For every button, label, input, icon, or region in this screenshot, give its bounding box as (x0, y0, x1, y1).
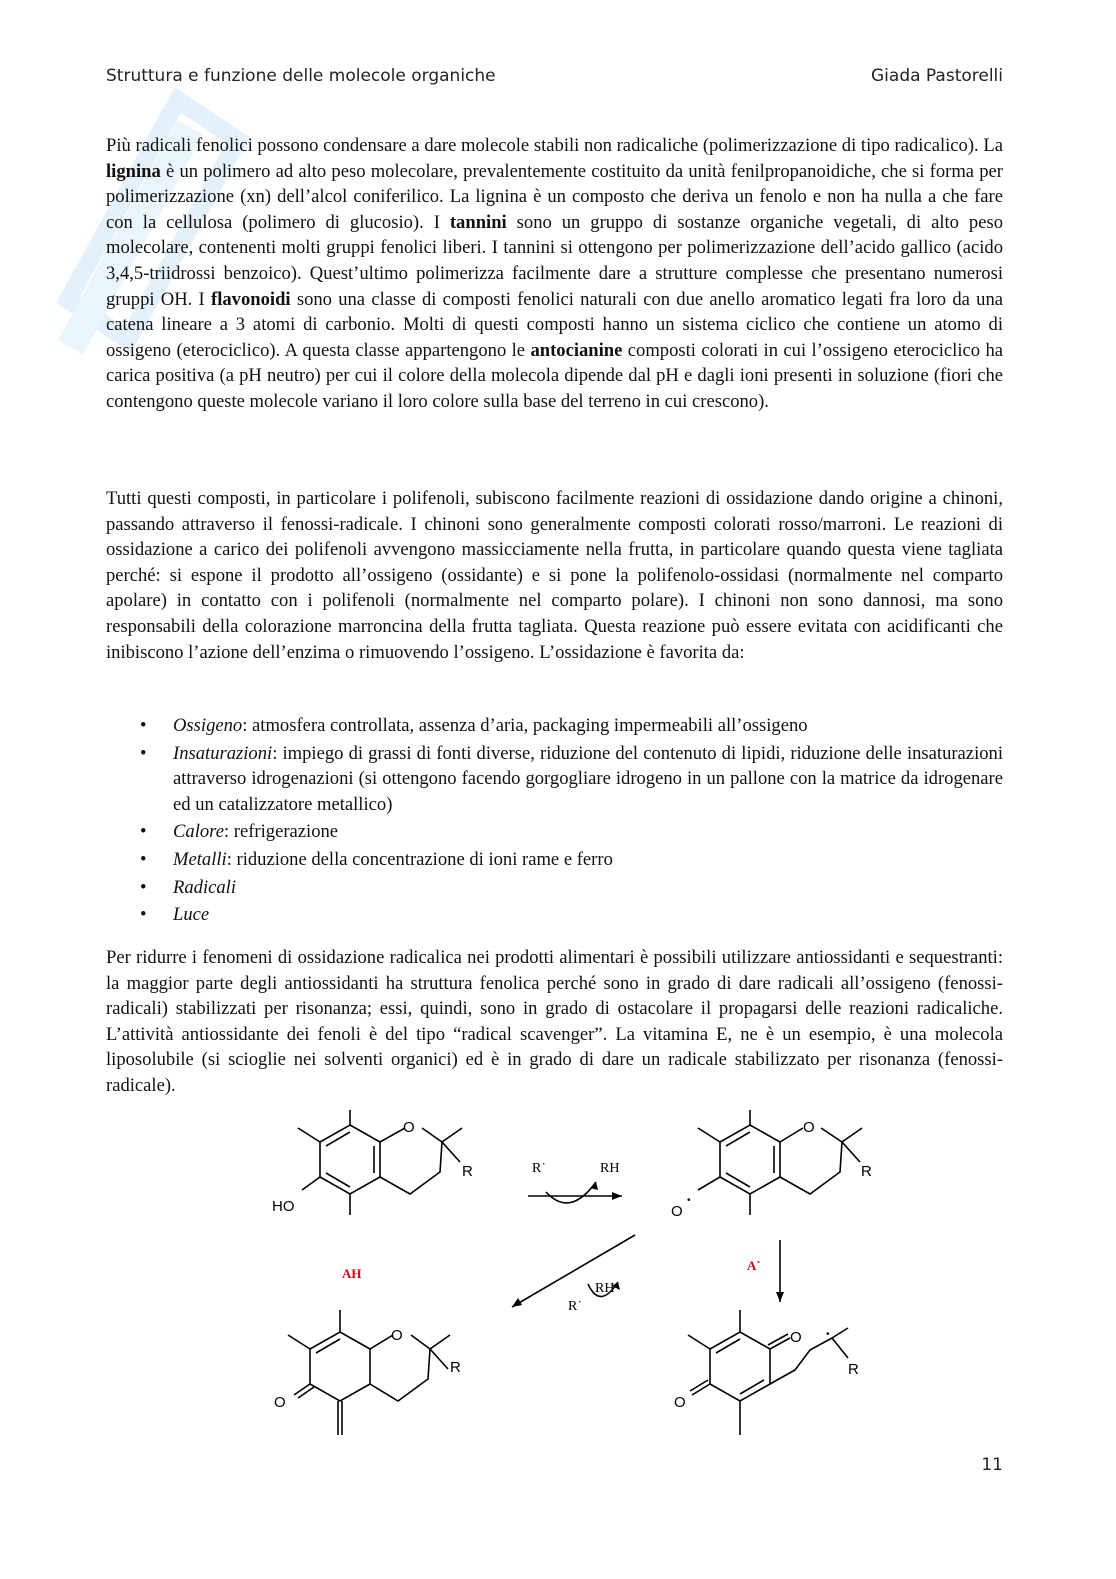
atom-o-2: O (803, 1119, 815, 1136)
page-number: 11 (981, 1455, 1003, 1475)
list-item (106, 713, 1003, 739)
bullet-icon: • (140, 715, 147, 736)
radical-dot-2: • (826, 1329, 830, 1340)
list-item (106, 847, 1003, 873)
paragraph-3 (106, 945, 1003, 1099)
header-title: Struttura e funzione delle molecole organiche (106, 66, 496, 86)
atom-o-1: O (403, 1119, 415, 1136)
bullet-icon: • (140, 848, 147, 870)
p3-text: Per ridurre i fenomeni di ossidazione radicalica nei prodotti alimentari è possibili utilizzare antiossidanti e sequestranti: la maggior parte degli antiossidanti ha struttura fenolica perché sono in grado di dare radicali all’ossigeno (fenossi-radicali) stabilizzati per risonanza; essi, quindi, sono in grado di ostacolare il propagarsi delle reazioni radicaliche. L’attività antiossidante dei fenoli è del tipo “radical scavenger”. La vitamina E, ne è un esempio, è una molecola liposolubile (si scioglie nei solventi organici) ed è in grado di dare un radicale stabilizzato per risonanza (fenossi-radicale). (106, 947, 1003, 1096)
radical-dot-1: • (687, 1195, 691, 1206)
header-author: Giada Pastorelli (871, 66, 1003, 86)
oxidation-factors-list (106, 713, 1003, 930)
list-item (106, 875, 1003, 901)
atom-o-6: O (790, 1329, 802, 1346)
term-flavonoidi: flavonoidi (211, 288, 291, 310)
bullet-icon: • (140, 821, 147, 843)
p1-text-2: è un polimero ad alto peso molecolare, prevalentemente costituito da unità fenilpropanoidiche, che si forma per polimerizzazione (xn) dell’alcol coniferilico. La lignina è un composto che deriva un fenolo e non ha nulla a che fare con la cellulosa (polimero di glucosio). I (106, 160, 1003, 233)
product-rh: RH (600, 1161, 620, 1176)
reagent-r-radical-2: R˙ (568, 1299, 582, 1314)
atom-r-1: R (462, 1163, 473, 1180)
atom-ho: HO (272, 1198, 295, 1215)
term-tannini: tannini (449, 211, 507, 233)
list-term: Calore (173, 821, 224, 843)
product-rh-2: RH (595, 1281, 615, 1296)
page-header (106, 66, 1003, 96)
bullet-icon: • (140, 904, 147, 926)
list-term: Insaturazioni (173, 742, 273, 764)
list-term: Metalli (173, 848, 227, 870)
paragraph-2 (106, 486, 1003, 665)
list-text: : impiego di grassi di fonti diverse, riduzione del contenuto di lipidi, riduzione delle insaturazioni attraverso idrogenazioni (si ottengono facendo gorgogliare idrogeno in un pallone con la matrice da idrogenare ed un catalizzatore metallico) (173, 742, 1003, 815)
atom-o-7: O (674, 1394, 686, 1411)
list-text: : atmosfera controllata, assenza d’aria, packaging impermeabili all’ossigeno (242, 715, 808, 736)
atom-r-2: R (861, 1163, 872, 1180)
molecule-tocopherylquinone (688, 1310, 848, 1435)
molecule-phenoxy-radical (698, 1110, 862, 1215)
list-text: : riduzione della concentrazione di ioni rame e ferro (226, 848, 613, 870)
term-lignina: lignina (106, 160, 161, 182)
atom-o-5: O (274, 1394, 286, 1411)
label-a-radical: A˙ (747, 1258, 761, 1273)
bullet-icon: • (140, 742, 147, 764)
p2-text: Tutti questi composti, in particolare i polifenoli, subiscono facilmente reazioni di ossidazione dando origine a chinoni, passando attraverso il fenossi-radicale. I chinoni sono generalmente composti colorati rosso/marroni. Le reazioni di ossidazione a carico dei polifenoli avvengono massicciamente nella frutta, in particolare quando questa viene tagliata perché: si espone il prodotto all’ossigeno (ossidante) e si pone la polifenolo-ossidasi (normalmente nel comparto apolare) in contatto con i polifenoli (normalmente nel comparto polare). I chinoni non sono dannosi, ma sono responsabili della colorazione marroncina della frutta tagliata. Questa reazione può essere evitata con acidificanti che inibiscono l’azione dell’enzima o rimuovendo l’ossigeno. L’ossidazione è favorita da: (106, 488, 1003, 663)
atom-r-4: R (848, 1361, 859, 1378)
vitamin-e-reaction-scheme (250, 1110, 890, 1450)
p1-text-3: sono un gruppo di sostanze organiche vegetali, di alto peso molecolare, contenenti molti gruppi fenolici liberi. I tannini si ottengono per polimerizzazione dell’acido gallico (acido 3,4,5-triidrossi benzoico). Quest’ultimo polimerizza facilmente dare a strutture complesse che presentano numerosi gruppi OH. I (106, 211, 1003, 310)
paragraph-1 (106, 133, 1003, 415)
list-text: : refrigerazione (223, 821, 339, 843)
p1-text-5: composti colorati in cui l’ossigeno eterociclico ha carica positiva (a pH neutro) per cui il colore della molecola dipende dal pH e dagli ioni presenti in soluzione (fiori che contengono queste molecole variano il loro colore sulla base del terreno in cui crescono). (106, 339, 1003, 412)
term-antocianine: antocianine (530, 339, 623, 361)
list-item (106, 819, 1003, 845)
list-item (106, 741, 1003, 818)
molecule-tocopherol (298, 1110, 462, 1215)
atom-o-3: O (671, 1203, 683, 1220)
reagent-r-radical: R˙ (532, 1161, 546, 1176)
list-term: Ossigeno (173, 715, 243, 736)
p1-text-4: sono una classe di composti fenolici naturali con due anello aromatico legati fra loro da una catena lineare a 3 atomi di carbonio. Molti di questi composti hanno un sistema ciclico che contiene un atomo di ossigeno (eterociclico). A questa classe appartengono le (106, 288, 1003, 361)
list-item (106, 902, 1003, 928)
atom-r-3: R (450, 1359, 461, 1376)
label-ah: AH (342, 1266, 362, 1281)
p1-text-1: Più radicali fenolici possono condensare a dare molecole stabili non radicaliche (polimerizzazione di tipo radicalico). La (106, 135, 1003, 156)
molecule-quinone-methide (288, 1310, 450, 1435)
list-term: Luce (173, 904, 210, 926)
bullet-icon: • (140, 876, 147, 898)
list-term: Radicali (173, 876, 236, 898)
atom-o-4: O (391, 1327, 403, 1344)
